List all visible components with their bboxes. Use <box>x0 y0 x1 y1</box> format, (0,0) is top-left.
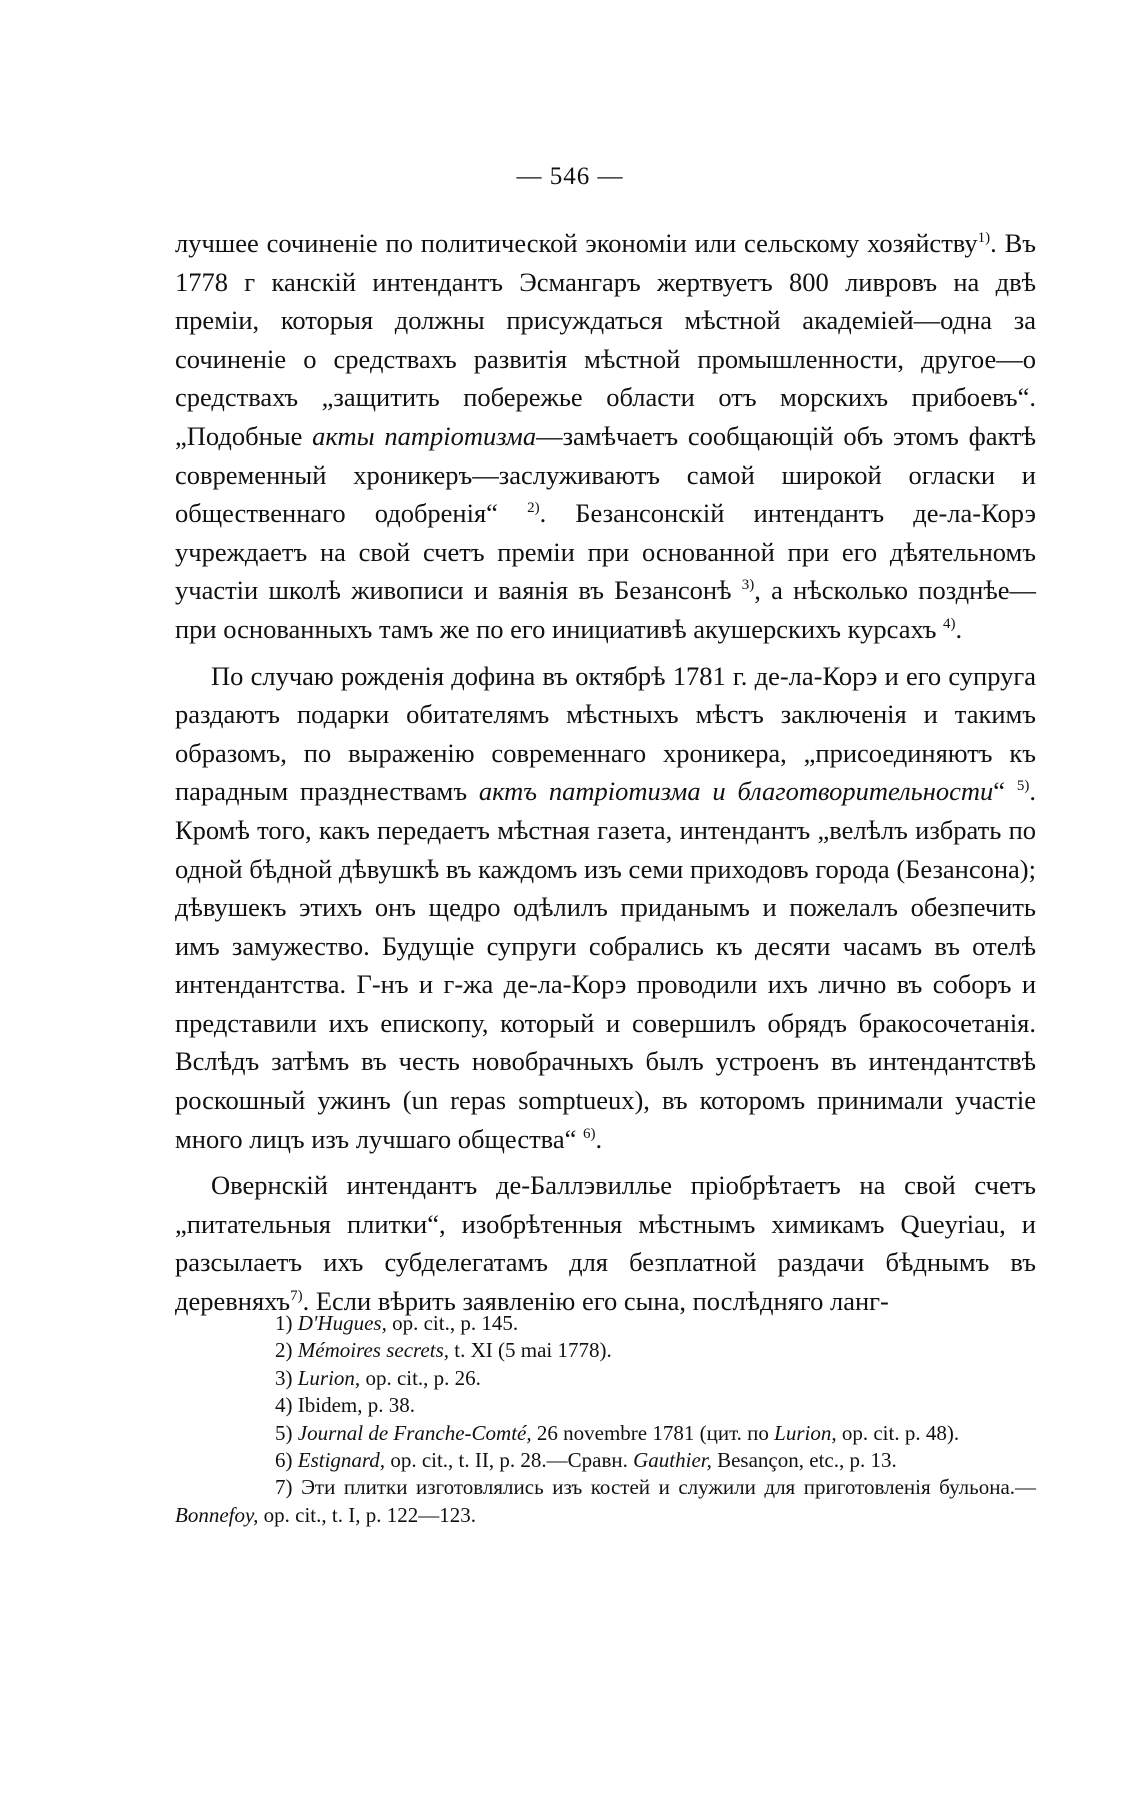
text-run: . <box>595 1123 603 1154</box>
footnote <box>175 1447 1036 1474</box>
italic-text: Lurion, <box>297 1365 361 1390</box>
footnote-reference: 2) <box>527 500 540 517</box>
italic-text: Lurion, <box>774 1420 837 1445</box>
text-run: 26 novembre 1781 (цит. по <box>531 1420 775 1445</box>
footnote-mark: 1) <box>275 1311 293 1335</box>
footnote-mark: 3) <box>275 1365 293 1390</box>
footnote-reference: 5) <box>1016 778 1030 795</box>
text-run: op. cit., t. I, p. 122—123. <box>258 1502 476 1527</box>
footnotes <box>175 1310 1036 1529</box>
italic-text: акты патріотизма <box>312 420 537 451</box>
italic-text: Bonnefoy, <box>175 1502 259 1527</box>
text-run: . Если вѣрить заявленію его сына, послѣдняго ланг- <box>302 1286 889 1317</box>
footnote-reference: 4) <box>943 616 956 633</box>
paragraph <box>175 224 1036 649</box>
text-run: . Кромѣ того, какъ передаетъ мѣстная газета, интендантъ „велѣлъ избрать по одной бѣдной дѣвушкѣ въ каждомъ изъ семи приходовъ города (Безансона); дѣвушекъ этихъ онъ щедро одѣлилъ приданымъ и пожелалъ обезпечить имъ замужество. Будущіе супруги собрались къ десяти часамъ въ отелѣ интендантства. Г-нъ и г-жа де-ла-Корэ проводили ихъ лично въ соборъ и представили ихъ епископу, который и совершилъ обрядъ бракосочетанія. Вслѣдъ затѣмъ въ честь новобрачныхъ былъ устроенъ въ интендантствѣ роскошный ужинъ (un repas somptueux), въ которомъ принимали участіе много лицъ изъ лучшаго общества“ <box>175 776 1036 1154</box>
text-run: лучшее сочиненіе по политической экономіи или сельскому хозяйству <box>175 228 978 258</box>
footnote <box>175 1420 1036 1447</box>
text-run: op. cit., p. 26. <box>360 1365 481 1390</box>
page-number: — 546 — <box>516 163 624 190</box>
text-run: Овернскій интендантъ де-Баллэвилльe пріобрѣтаетъ на свой счетъ „питательныя плитки“, изобрѣтенныя мѣстнымъ химикамъ Queyriau, и разсылаетъ ихъ субделегатамъ для безплатной раздачи бѣднымъ въ деревняхъ <box>175 1170 1036 1317</box>
footnote <box>175 1474 1036 1529</box>
footnote <box>175 1392 1036 1419</box>
italic-text: Gauthier, <box>633 1448 712 1473</box>
footnote <box>175 1365 1036 1392</box>
text-run: Besançon, etc., p. 13. <box>711 1448 897 1473</box>
text-run: op. cit., t. II, p. 28.—Сравн. <box>385 1448 634 1473</box>
footnote-reference: 1) <box>977 230 991 247</box>
text-run: . Въ 1778 г канскій интендантъ Эсмангаръ жертвуетъ 800 ливровъ на двѣ преміи, которыя должны присуждаться мѣстной академіей—одна за сочиненіе о средствахъ развитія мѣстной промышленности, другое—о средствахъ „защитить побережье области отъ морскихъ прибоевъ“. „Подобные <box>175 228 1036 451</box>
paragraph <box>175 657 1036 1159</box>
text-run: . Безансонскій интендантъ де-ла-Корэ учреждаетъ на свой счетъ преміи при основанной при его дѣятельномъ участіи школѣ живописи и ваянія въ Безансонѣ <box>175 498 1036 606</box>
text-run: По случаю рожденія дофина въ октябрѣ 1781 г. де-ла-Корэ и его супруга раздаютъ подарки обитателямъ мѣстныхъ мѣстъ заключенія и такимъ образомъ, по выраженію современнаго хроникера, „присоединяютъ къ парадным празднествамъ <box>175 660 1036 807</box>
footnote <box>175 1310 1036 1337</box>
text-run: op. cit., p. 145. <box>386 1311 519 1335</box>
footnote-mark: 2) <box>275 1338 293 1363</box>
text-run: Ibidem, p. 38. <box>297 1393 415 1418</box>
footnote-mark: 5) <box>275 1420 293 1445</box>
footnote-reference: 7) <box>290 1288 303 1305</box>
italic-text: Estignard, <box>297 1448 386 1473</box>
text-run: —замѣчаетъ сообщающій объ этомъ фактѣ современный хроникеръ—заслуживаютъ самой широкой огласки и общественнаго одобренія“ <box>175 420 1036 529</box>
footnote <box>175 1337 1036 1364</box>
text-run: , а нѣсколько позднѣе—при основанныхъ тамъ же по его инициативѣ акушерскихъ курсахъ <box>175 575 1036 644</box>
paragraph <box>175 1166 1036 1320</box>
italic-text: Journal de Franche-Comté, <box>297 1420 532 1445</box>
main-text <box>175 224 1036 1321</box>
italic-text: Mémoires secrets, <box>297 1338 449 1363</box>
text-run: Эти плитки изготовлялись изъ костей и служили для приготовленія бульона.— <box>301 1475 1037 1500</box>
italic-text: D'Hugues, <box>297 1311 387 1335</box>
text-run: t. XI (5 mai 1778). <box>449 1338 612 1363</box>
footnote-reference: 6) <box>583 1125 596 1142</box>
text-run: op. cit. p. 48). <box>836 1420 960 1445</box>
text-run: “ <box>993 776 1017 807</box>
text-run: . <box>955 613 963 644</box>
footnote-reference: 3) <box>741 577 755 594</box>
footnote-mark: 6) <box>275 1448 293 1473</box>
footnote-mark: 7) <box>275 1475 293 1500</box>
italic-text: актъ патріотизма и благотворительности <box>478 776 994 807</box>
footnote-mark: 4) <box>275 1393 293 1418</box>
